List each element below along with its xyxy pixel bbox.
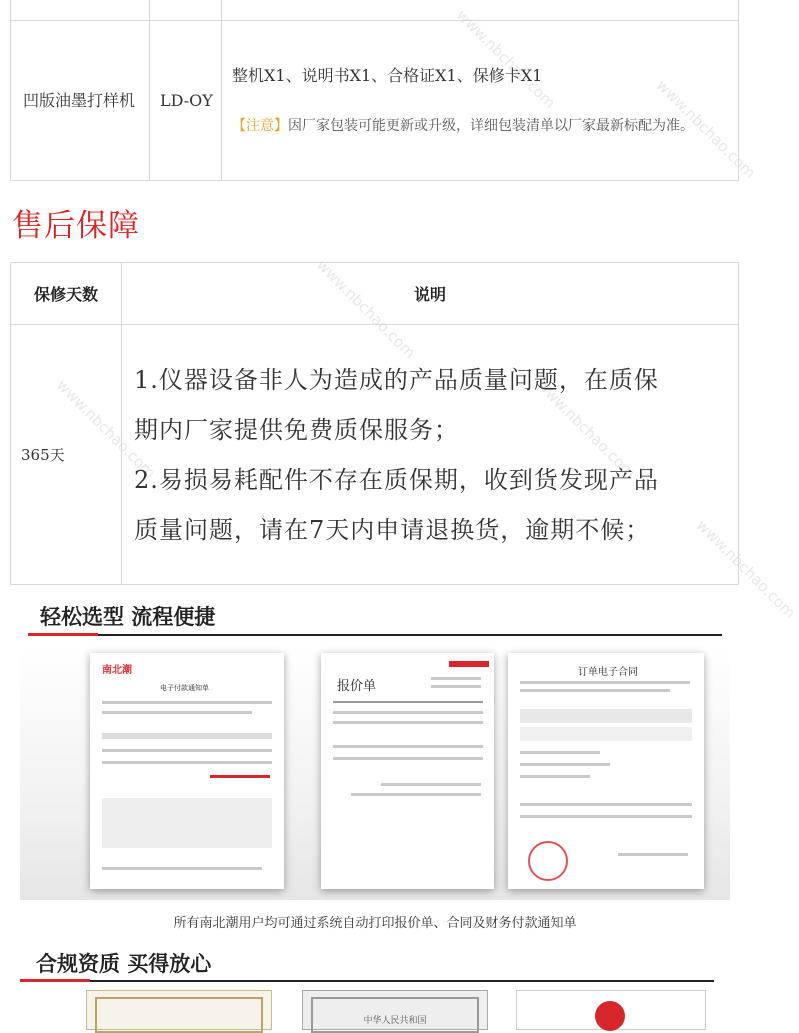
- warranty-days: 365天: [11, 325, 122, 585]
- watermark: www.nbchao.com: [652, 76, 759, 182]
- after-sales-title: 售后保障: [12, 208, 140, 244]
- section-divider: [28, 634, 722, 636]
- package-note: [232, 101, 738, 151]
- desc-line: 1.仪器设备非人为造成的产品质量问题，在质保: [134, 365, 659, 394]
- brand-logo: 南北潮: [102, 665, 132, 676]
- package-contents: 整机X1、说明书X1、合格证X1、保修卡X1: [232, 65, 543, 85]
- package-contents-cell: [222, 21, 739, 181]
- compliance-section-title: 合规资质 买得放心: [36, 952, 212, 976]
- watermark: www.nbchao.com: [532, 376, 639, 482]
- emblem-icon: [595, 1001, 625, 1031]
- contract-image: [508, 653, 704, 889]
- table-header-row: [11, 263, 739, 325]
- desc-line: 期内厂家提供免费质保服务；: [134, 415, 459, 444]
- certificate-text: 中华人民共和国: [363, 1016, 427, 1026]
- watermark: www.nbchao.com: [692, 516, 799, 622]
- table-row: [11, 21, 739, 181]
- section-divider: [20, 980, 714, 982]
- certificate-image: [86, 990, 272, 1030]
- process-section-title: 轻松选型 流程便捷: [40, 605, 216, 629]
- col-header-desc: 说明: [122, 263, 739, 325]
- desc-line: 质量问题，请在7天内申请退换货，逾期不候；: [134, 515, 651, 544]
- section-accent: [28, 633, 98, 636]
- packing-table: [10, 0, 739, 181]
- desc-line: 2.易损易耗配件不存在质保期，收到货发现产品: [134, 465, 659, 494]
- doc-title: 电子付款通知单: [160, 684, 209, 692]
- product-model: LD-OY: [150, 21, 222, 181]
- col-header-days: 保修天数: [11, 263, 122, 325]
- doc-title: 报价单: [337, 679, 377, 694]
- watermark: www.nbchao.com: [452, 6, 559, 112]
- seal-stamp: [528, 841, 568, 881]
- table-row: [11, 325, 739, 585]
- note-text: 因厂家包装可能更新或升级，详细包装清单以厂家最新标配为准。: [288, 117, 694, 134]
- table-row: [11, 0, 739, 21]
- quotation-image: [321, 653, 494, 889]
- watermark: www.nbchao.com: [52, 376, 159, 482]
- section-accent: [20, 979, 90, 982]
- payment-notice-image: [90, 653, 284, 889]
- warranty-description: [122, 325, 739, 585]
- process-caption: 所有南北潮用户均可通过系统自动打印报价单、合同及财务付款通知单: [173, 916, 577, 931]
- product-name: 凹版油墨打样机: [11, 21, 150, 181]
- warranty-table: [10, 262, 739, 585]
- certificate-image: [302, 990, 488, 1030]
- certificate-image: [516, 990, 706, 1030]
- note-tag: 【注意】: [232, 117, 288, 134]
- doc-title: 订单电子合同: [578, 667, 638, 678]
- watermark: www.nbchao.com: [312, 256, 419, 362]
